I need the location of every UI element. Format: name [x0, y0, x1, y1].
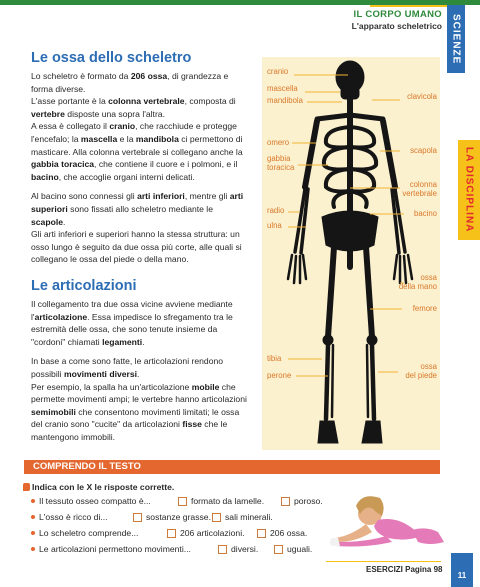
question-text: Le articolazioni permettono movimenti...: [39, 544, 191, 554]
checkbox[interactable]: [212, 513, 221, 522]
bold-term: cranio: [109, 121, 136, 132]
bold-term: articolazione: [34, 311, 88, 322]
chapter-subtitle: L'apparato scheletrico: [351, 21, 442, 31]
option-label: 206 articolazioni.: [180, 528, 245, 538]
discipline-tab-label: LA DISCIPLINA: [463, 147, 475, 233]
question-row: [39, 527, 138, 539]
paragraph: [31, 190, 248, 228]
bold-term: colonna vertebrale: [108, 96, 185, 107]
label-ossa-piede: ossa del piede: [405, 362, 437, 380]
question-row: [39, 495, 151, 507]
label-ulna: ulna: [267, 221, 282, 230]
label-omero: omero: [267, 138, 290, 147]
bold-term: mascella: [80, 133, 118, 144]
text-run: disposte una sopra l'altra.: [64, 108, 165, 119]
text-run: . Essa impedisce lo sfregamento tra le estremità delle ossa, che sono tenute insieme da "cordoni" chiamati: [31, 311, 233, 347]
text-run: e la: [117, 133, 136, 144]
label-gabbia-toracica: gabbia toracica: [267, 154, 295, 172]
text-run: , di grandezza e forma diverse.: [31, 71, 229, 94]
question-text: Lo scheletro comprende...: [39, 528, 139, 538]
bold-term: scapole: [31, 216, 64, 227]
bold-term: arti inferiori: [137, 191, 185, 202]
label-bacino: bacino: [414, 209, 437, 218]
checkbox[interactable]: [274, 545, 283, 554]
label-perone: perone: [267, 371, 292, 380]
bold-term: semimobili: [31, 406, 76, 417]
answer-option[interactable]: [218, 544, 258, 554]
label-colonna-vertebrale: colonna vertebrale: [402, 180, 437, 198]
paragraph: [31, 355, 248, 380]
bold-term: movimenti diversi: [63, 368, 138, 379]
text-run: ci permettono di masticare. Alla colonna vertebrale si collegano anche la: [31, 133, 243, 157]
bold-term: legamenti: [102, 336, 143, 347]
esercizi-reference: ESERCIZI Pagina 98: [366, 565, 443, 574]
bold-term: vertebre: [31, 108, 65, 119]
question-text: L'osso è ricco di...: [39, 512, 108, 522]
text-run: che consentono movimenti limitati; le ossa del cranio sono "cucite" da articolazioni: [31, 406, 240, 430]
discipline-tab: [458, 140, 480, 240]
label-tibia: tibia: [267, 354, 282, 363]
option-label: sali minerali.: [225, 512, 273, 522]
answer-option[interactable]: [167, 528, 245, 538]
paragraph: [31, 95, 248, 120]
option-label: sostanze grasse.: [146, 512, 211, 522]
label-clavicola: clavicola: [407, 92, 437, 101]
paragraph: Gli arti inferiori e superiori hanno la stessa struttura: un osso lungo è seguito da due ossa più corte, alle quali si collegano le ossa del piede o della mano.: [31, 229, 242, 265]
bold-term: bacino: [31, 171, 59, 182]
bold-term: mandibola: [135, 133, 179, 144]
question-row: [39, 511, 108, 523]
chapter-title: IL CORPO UMANO: [353, 9, 442, 20]
label-ossa-mano: ossa della mano: [398, 273, 437, 291]
text-run: , che racchiude e protegge l'encefalo; la: [31, 121, 237, 144]
header-rule: [370, 5, 448, 7]
paragraph: [31, 120, 248, 183]
text-run: Al bacino sono connessi gli: [31, 191, 138, 202]
comprendo-bar: [24, 460, 440, 474]
text-run: Per esempio, la spalla ha un'articolazione: [31, 381, 192, 392]
option-label: 206 ossa.: [270, 528, 308, 538]
text-run: che permette movimenti ampi; le vertebre hanno articolazioni: [31, 381, 247, 405]
label-radio: radio: [267, 206, 285, 215]
bold-term: arti superiori: [31, 191, 244, 214]
section-title-articolazioni: Le articolazioni: [31, 278, 137, 294]
label-scapola: scapola: [410, 146, 437, 155]
answer-option[interactable]: [257, 528, 307, 538]
checkbox[interactable]: [178, 497, 187, 506]
text-run: , che contiene il cuore e i polmoni, e il: [94, 159, 238, 170]
option-label: poroso.: [294, 496, 323, 506]
answer-option[interactable]: [178, 496, 264, 506]
text-run: .: [137, 368, 140, 379]
bullet: [31, 531, 35, 535]
checkbox[interactable]: [167, 529, 176, 538]
skeleton-figure: [262, 57, 440, 450]
label-cranio: cranio: [267, 67, 289, 76]
question-row: [39, 543, 191, 555]
bullet: [31, 515, 35, 519]
answer-option[interactable]: [281, 496, 323, 506]
page-number-box: [451, 553, 473, 587]
bold-term: gabbia toracica: [31, 159, 95, 170]
text-run: L'asse portante è la: [31, 96, 109, 107]
label-mandibola: mandibola: [267, 96, 303, 105]
text-run: Il collegamento tra due ossa vicine avviene mediante l': [31, 299, 233, 322]
footer-rule: [326, 561, 441, 562]
bullet: [31, 499, 35, 503]
option-label: formato da lamelle.: [191, 496, 265, 506]
answer-option[interactable]: [212, 512, 273, 522]
bullet: [31, 547, 35, 551]
text-run: che le mantengono immobili.: [31, 419, 228, 442]
text-run: , composta di: [184, 96, 236, 107]
text-run: sono fissati allo scheletro mediante le: [67, 203, 213, 214]
text-run: , che accoglie organi interni delicati.: [58, 171, 195, 182]
answer-option[interactable]: [274, 544, 312, 554]
text-run: Lo scheletro è formato da: [31, 71, 131, 81]
answer-option[interactable]: [133, 512, 211, 522]
page-number: 11: [457, 571, 467, 580]
label-mascella: mascella: [267, 84, 298, 93]
section-title-ossa: Le ossa dello scheletro: [31, 50, 192, 66]
option-label: diversi.: [231, 544, 259, 554]
question-text: Il tessuto osseo compatto è...: [39, 496, 151, 506]
paragraph: [31, 298, 248, 348]
section-ossa-body: [31, 70, 248, 266]
subject-tab-label: SCIENZE: [450, 13, 462, 65]
section-articolazioni-body: [31, 298, 248, 444]
text-run: A essa è collegato il: [31, 121, 110, 132]
checkbox[interactable]: [133, 513, 142, 522]
option-label: uguali.: [287, 544, 313, 554]
text-run: , mentre gli: [184, 191, 230, 202]
checkbox[interactable]: [257, 529, 266, 538]
label-femore: femore: [412, 304, 437, 313]
skeleton-illustration: [262, 57, 440, 450]
text-run: .: [63, 216, 66, 227]
stretching-girl-photo: [326, 486, 448, 554]
checkbox[interactable]: [218, 545, 227, 554]
text-run: In base a come sono fatte, le articolazioni rendono possibili: [31, 356, 224, 379]
bold-term: fisse: [182, 419, 202, 430]
text-run: .: [142, 336, 145, 347]
checkbox[interactable]: [281, 497, 290, 506]
subject-tab: [447, 5, 465, 73]
paragraph: [31, 381, 248, 444]
bold-term: 206 ossa: [130, 71, 168, 81]
bold-term: mobile: [191, 381, 220, 392]
paragraph: [31, 70, 248, 95]
exercise-instruction: Indica con le X le risposte corrette.: [32, 482, 175, 492]
comprendo-title: COMPRENDO IL TESTO: [33, 461, 141, 472]
